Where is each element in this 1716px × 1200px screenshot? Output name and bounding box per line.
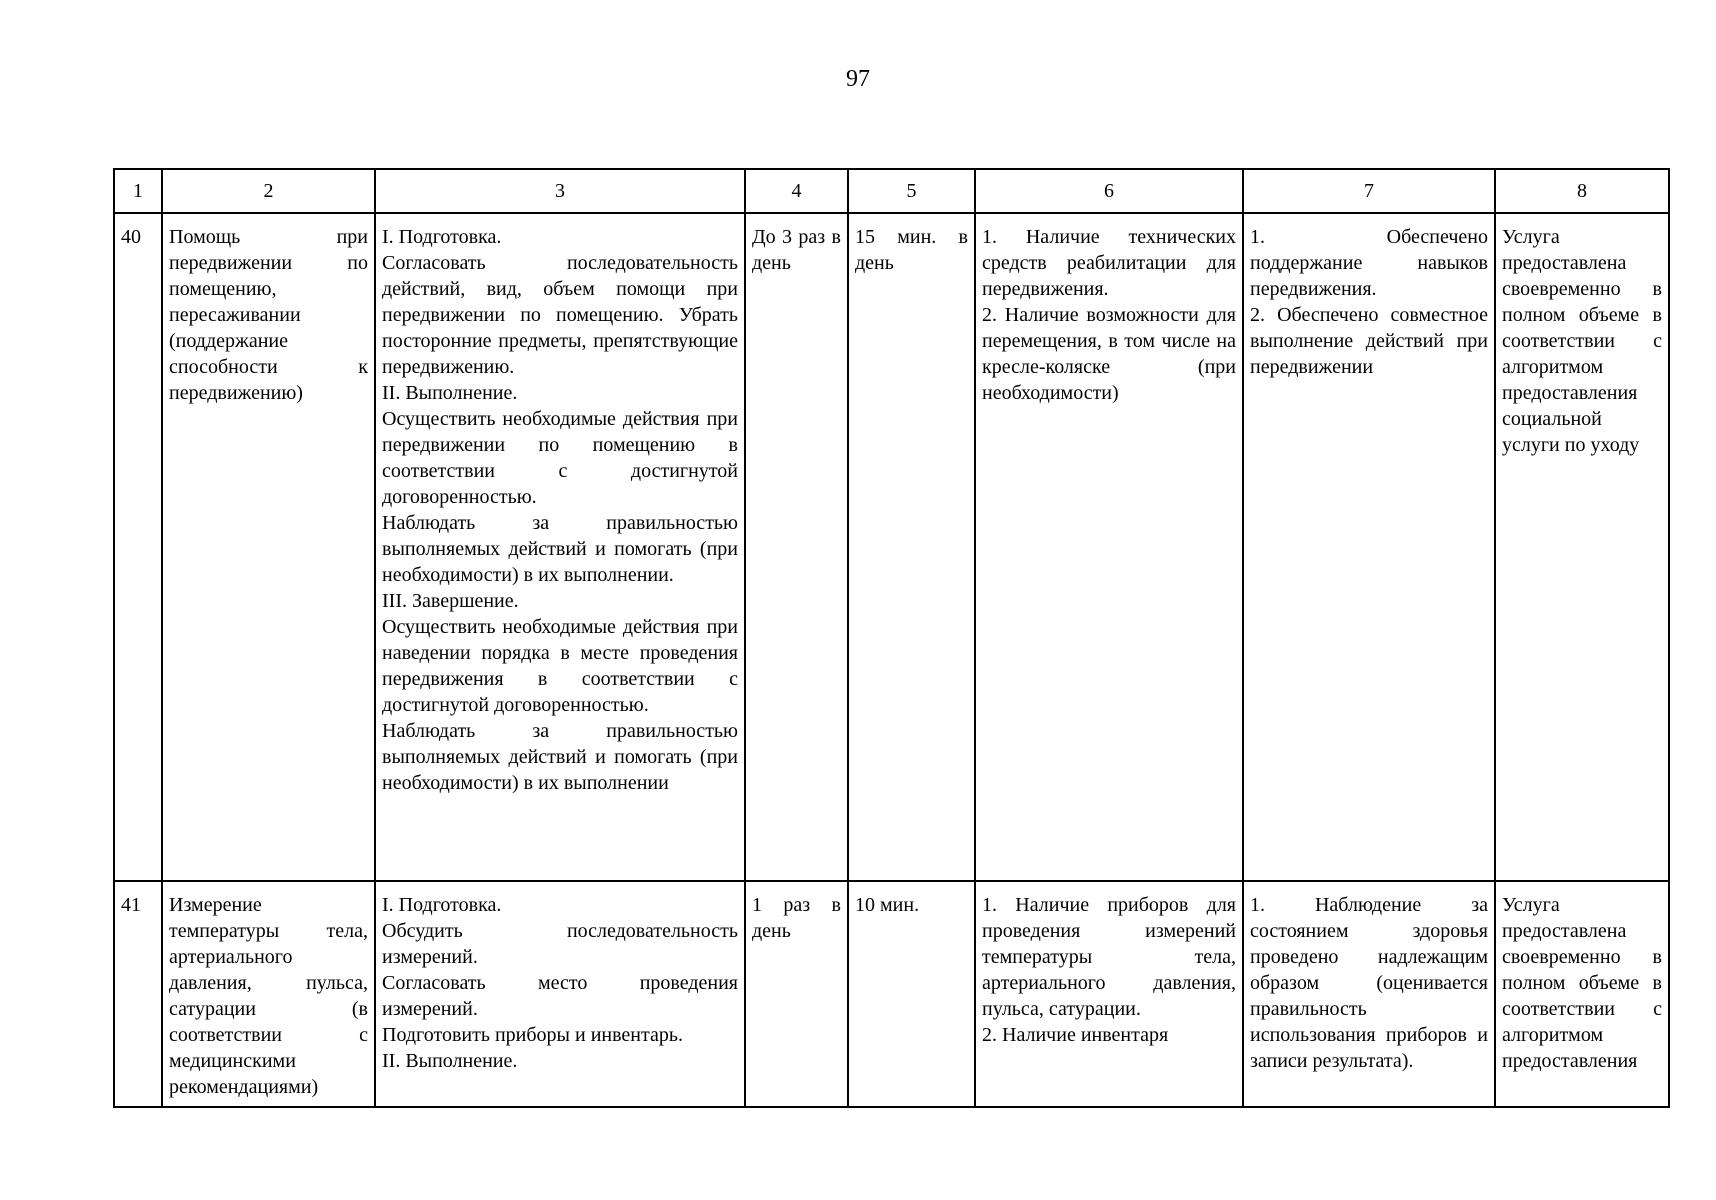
procedure-line: I. Подготовка. [382, 894, 502, 916]
service-result [1243, 881, 1495, 1107]
service-frequency: До 3 раз в день [745, 213, 848, 881]
column-number: 8 [1495, 169, 1669, 213]
service-name: Измерение температуры тела, артериального давления, пульса, сатурации (в соответствии с медицинскими рекомендациями) [162, 881, 375, 1107]
procedure-line: II. Выполнение. [382, 1050, 518, 1072]
service-conditions [975, 213, 1243, 881]
service-duration: 15 мин. в день [848, 213, 975, 881]
service-procedure [375, 213, 745, 881]
row-number: 41 [114, 881, 162, 1107]
result-line: 1. Обеспечено поддержание навыков передвижения. [1250, 226, 1488, 300]
procedure-line: I. Подготовка. [382, 226, 502, 248]
procedure-line: Подготовить приборы и инвентарь. [382, 1024, 683, 1046]
service-frequency: 1 раз в день [745, 881, 848, 1107]
service-result [1243, 213, 1495, 881]
column-number: 7 [1243, 169, 1495, 213]
result-line: 1. Наблюдение за состоянием здоровья проведено надлежащим образом (оценивается правильность использования приборов и записи результата). [1250, 894, 1488, 1072]
procedure-line: Наблюдать за правильностью выполняемых действий и помогать (при необходимости) в их выполнении [382, 720, 738, 794]
page-number: 97 [846, 66, 870, 92]
procedure-line: Наблюдать за правильностью выполняемых действий и помогать (при необходимости) в их выполнении. [382, 512, 738, 586]
service-procedure [375, 881, 745, 1107]
service-duration: 10 мин. [848, 881, 975, 1107]
service-conditions [975, 881, 1243, 1107]
procedure-line: Согласовать место проведения измерений. [382, 972, 738, 1020]
result-line: 2. Обеспечено совместное выполнение действий при передвижении [1250, 304, 1488, 378]
condition-line: 1. Наличие приборов для проведения измерений температуры тела, артериального давления, пульса, сатурации. [982, 894, 1236, 1020]
condition-line: 1. Наличие технических средств реабилитации для передвижения. [982, 226, 1236, 300]
table-row [114, 213, 1669, 881]
condition-line: 2. Наличие инвентаря [982, 1024, 1169, 1046]
column-number: 4 [745, 169, 848, 213]
service-quality: Услуга предоставлена своевременно в полном объеме в соответствии с алгоритмом предоставления [1495, 881, 1669, 1107]
table-row [114, 881, 1669, 1107]
procedure-line: Обсудить последовательность измерений. [382, 920, 738, 968]
column-number-row [114, 169, 1669, 213]
column-number: 3 [375, 169, 745, 213]
procedure-line: III. Завершение. [382, 590, 519, 612]
procedure-line: Согласовать последовательность действий, вид, объем помощи при передвижении по помещению. Убрать посторонние предметы, препятствующие передвижению. [382, 252, 738, 378]
row-number: 40 [114, 213, 162, 881]
column-number: 6 [975, 169, 1243, 213]
procedure-line: Осуществить необходимые действия при наведении порядка в месте проведения передвижения в соответствии с достигнутой договоренностью. [382, 616, 738, 716]
service-name: Помощь при передвижении по помещению, пересаживании (поддержание способности к передвижению) [162, 213, 375, 881]
procedure-line: Осуществить необходимые действия при передвижении по помещению в соответствии с достигнутой договоренностью. [382, 408, 738, 508]
service-quality: Услуга предоставлена своевременно в полном объеме в соответствии с алгоритмом предоставления социальной услуги по уходу [1495, 213, 1669, 881]
column-number: 2 [162, 169, 375, 213]
column-number: 5 [848, 169, 975, 213]
condition-line: 2. Наличие возможности для перемещения, в том числе на кресле-коляске (при необходимости) [982, 304, 1236, 404]
procedure-line: II. Выполнение. [382, 382, 518, 404]
services-table [113, 168, 1670, 1108]
column-number: 1 [114, 169, 162, 213]
